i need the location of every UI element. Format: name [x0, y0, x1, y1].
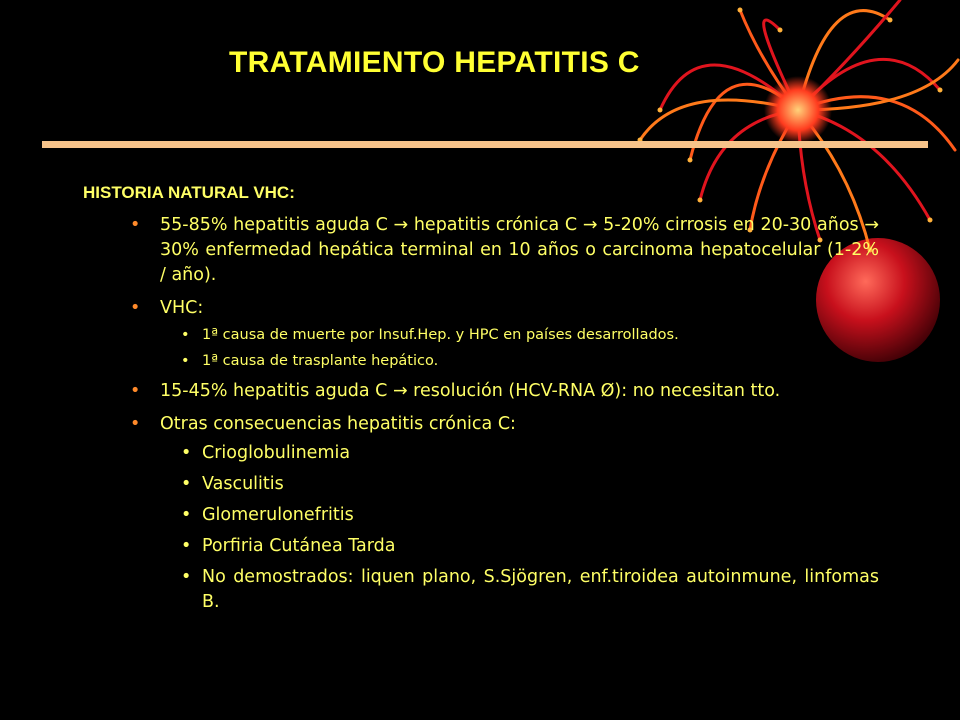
list-item	[83, 379, 879, 404]
list-item-text: 55-85% hepatitis aguda C → hepatitis crónica C → 5-20% cirrosis en 20-30 años → 30% enfermedad hepática terminal en 10 años o carcinoma hepatocelular (1-2% / año).	[160, 215, 879, 285]
list-item	[83, 412, 879, 615]
sub-list-item	[160, 472, 879, 497]
list-item	[83, 213, 879, 288]
sub-list-item-text: Vasculitis	[202, 474, 284, 494]
slide-title: TRATAMIENTO HEPATITIS C	[229, 46, 640, 79]
list-item-text: Otras consecuencias hepatitis crónica C:	[160, 414, 516, 434]
section-heading: HISTORIA NATURAL VHC:	[83, 183, 295, 202]
bullet-list	[83, 213, 879, 615]
sub-list-item	[160, 351, 879, 371]
sub-list-item-text: Porfiria Cutánea Tarda	[202, 536, 396, 556]
sub-list-item-text: 1ª causa de trasplante hepático.	[202, 353, 439, 369]
bullet-icon: •	[130, 215, 141, 235]
sub-list-item	[160, 565, 879, 615]
sub-list-item	[160, 325, 879, 345]
bullet-icon: •	[181, 443, 192, 463]
sub-list-item-text: Glomerulonefritis	[202, 505, 354, 525]
bullet-icon: •	[130, 298, 141, 318]
bullet-icon: •	[130, 414, 141, 434]
sub-list	[160, 325, 879, 371]
bullet-icon: •	[181, 505, 192, 525]
sub-list-item-text: Crioglobulinemia	[202, 443, 351, 463]
list-item	[83, 296, 879, 371]
sub-list-item-text: 1ª causa de muerte por Insuf.Hep. y HPC en países desarrollados.	[202, 327, 679, 343]
bullet-icon: •	[130, 381, 141, 401]
sub-list-item-text: No demostrados: liquen plano, S.Sjögren, enf.tiroidea autoinmune, linfomas B.	[202, 567, 879, 612]
sub-list	[160, 441, 879, 615]
sub-list-item	[160, 503, 879, 528]
slide-content	[83, 183, 879, 623]
title-divider	[42, 141, 928, 148]
firework-core	[764, 76, 832, 144]
bullet-icon: •	[181, 353, 190, 369]
sub-list-item	[160, 441, 879, 466]
list-item-text: VHC:	[160, 298, 204, 318]
bullet-icon: •	[181, 567, 192, 587]
bullet-icon: •	[181, 327, 190, 343]
sub-list-item	[160, 534, 879, 559]
list-item-text: 15-45% hepatitis aguda C → resolución (HCV-RNA Ø): no necesitan tto.	[160, 381, 781, 401]
bullet-icon: •	[181, 536, 192, 556]
bullet-icon: •	[181, 474, 192, 494]
